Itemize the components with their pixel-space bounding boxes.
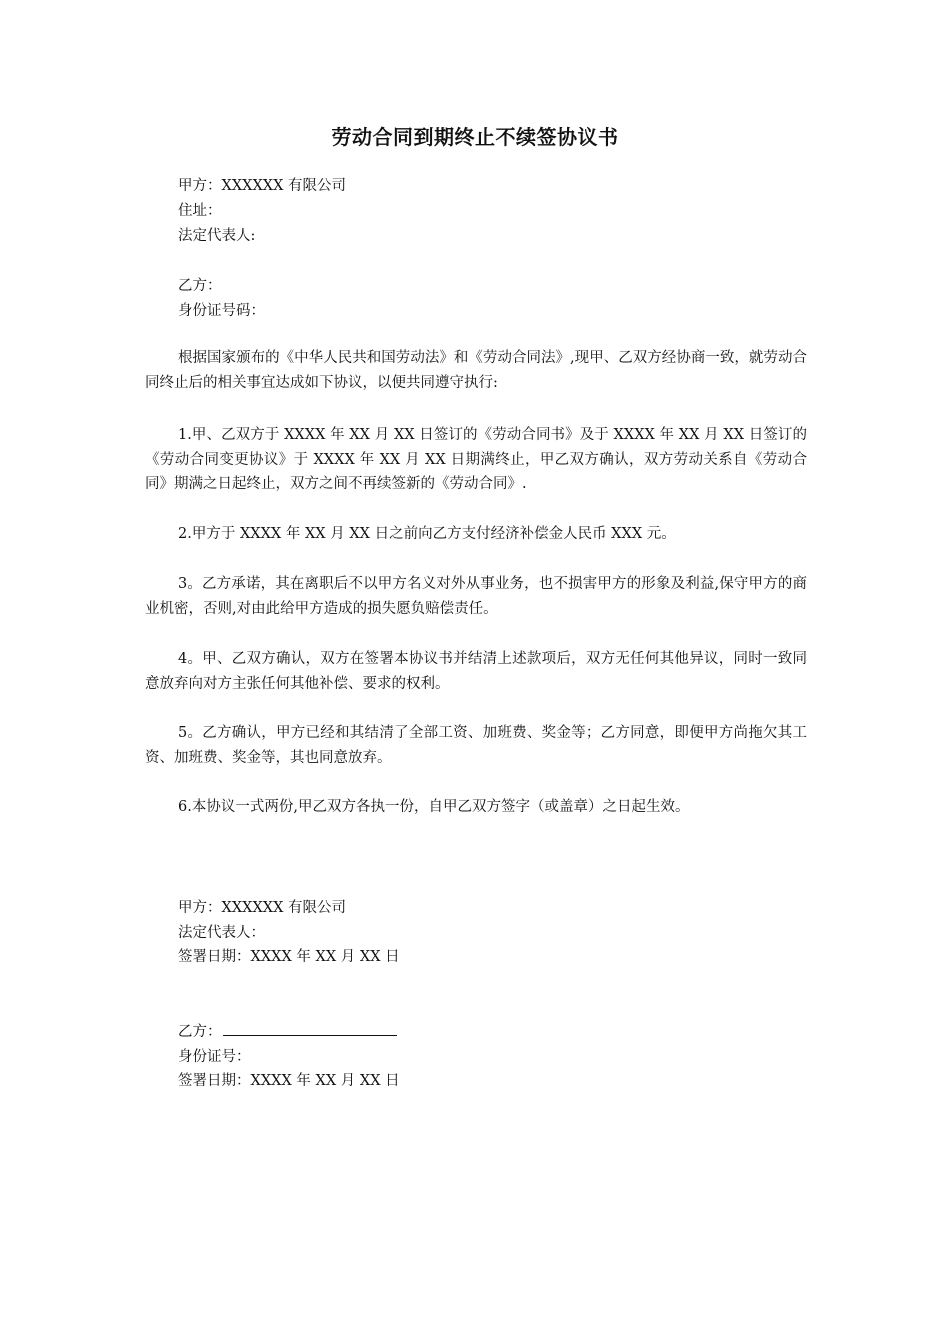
party-b-id-number: 身份证号码： xyxy=(178,303,265,319)
preamble-paragraph: 根据国家颁布的《中华人民共和国劳动法》和《劳动合同法》,现甲、乙双方经协商一致，就劳动合同终止后的相关事宜达成如下协议，以便共同遵守执行: xyxy=(145,350,807,391)
party-a-legal-rep: 法定代表人: xyxy=(178,228,256,244)
clause-3: 3。乙方承诺，其在离职后不以甲方名义对外从事业务，也不损害甲方的形象及利益,保守甲方的商业机密，否则,对由此给甲方造成的损失愿负赔偿责任。 xyxy=(145,576,807,617)
signature-b-name-label: 乙方： xyxy=(178,1024,222,1040)
clause-6: 6.本协议一式两份,甲乙双方各执一份，自甲乙双方签字（或盖章）之日起生效。 xyxy=(178,799,690,815)
clause-2: 2.甲方于 XXXX 年 XX 月 XX 日之前向乙方支付经济补偿金人民币 XXX 元。 xyxy=(178,526,676,542)
signature-b-id-number: 身份证号： xyxy=(178,1049,251,1065)
signature-b-name xyxy=(178,1020,397,1044)
signature-a-legal-rep: 法定代表人： xyxy=(178,925,265,941)
signature-a-date: 签署日期：XXXX 年 XX 月 XX 日 xyxy=(178,949,400,965)
document-title: 劳动合同到期终止不续签协议书 xyxy=(331,125,619,149)
clause-5: 5。乙方确认，甲方已经和其结清了全部工资、加班费、奖金等；乙方同意，即便甲方尚拖欠其工资、加班费、奖金等，其也同意放弃。 xyxy=(145,725,807,766)
party-a-name: 甲方：XXXXXX 有限公司 xyxy=(178,178,347,194)
signature-b-date: 签署日期：XXXX 年 XX 月 XX 日 xyxy=(178,1073,400,1089)
clause-1: 1.甲、乙双方于 XXXX 年 XX 月 XX 日签订的《劳动合同书》及于 XXXX 年 XX 月 XX 日签订的《劳动合同变更协议》于 XXXX 年 XX 月 XX 日期满终止，甲乙双方确认，双方劳动关系自《劳动合同》期满之日起终止，双方之间不再续签新的《劳动合同》. xyxy=(145,427,807,492)
party-b-name: 乙方： xyxy=(178,278,222,294)
signature-blank-line xyxy=(223,1021,397,1036)
party-a-address: 住址： xyxy=(178,203,222,219)
clause-4: 4。甲、乙双方确认，双方在签署本协议书并结清上述款项后，双方无任何其他异议，同时一致同意放弃向对方主张任何其他补偿、要求的权利。 xyxy=(145,651,807,692)
signature-a-name: 甲方：XXXXXX 有限公司 xyxy=(178,900,347,916)
